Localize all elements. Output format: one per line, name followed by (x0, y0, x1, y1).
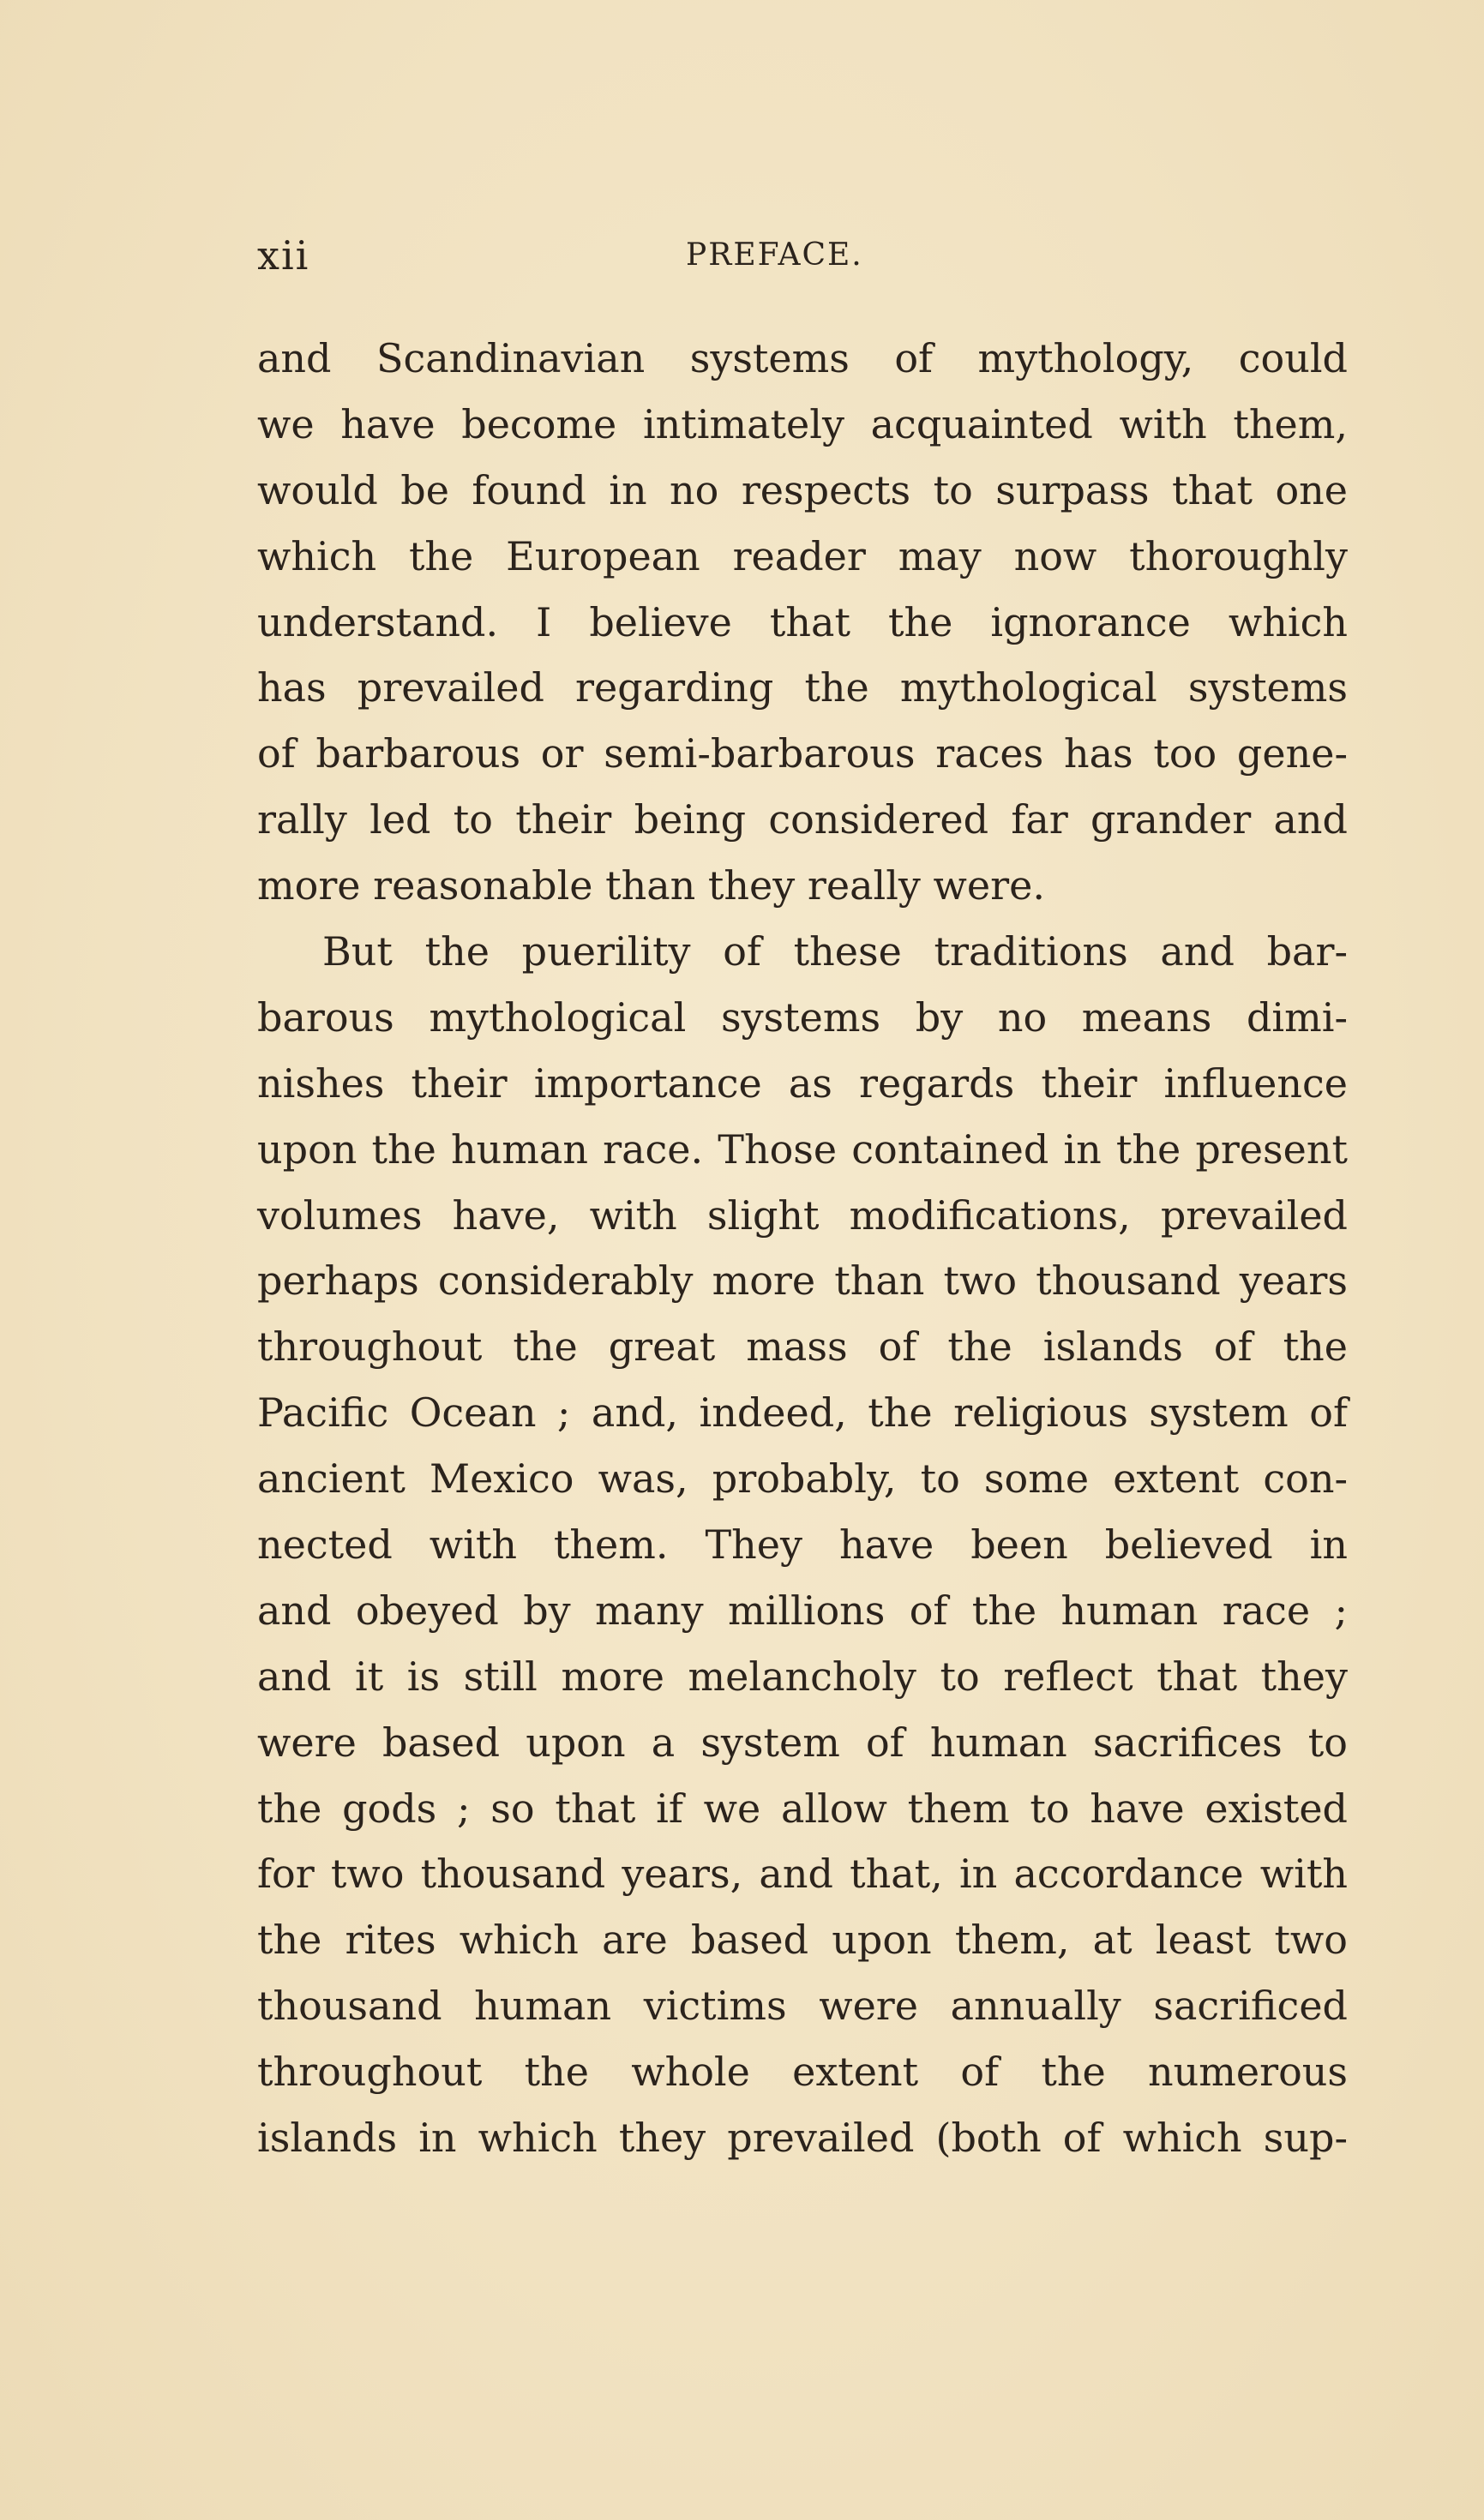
text-line: rally led to their being considered far grander and (257, 796, 1348, 843)
text-line: were based upon a system of human sacrifices to (257, 1719, 1348, 1766)
text-line: upon the human race. Those contained in the present (257, 1125, 1348, 1173)
text-line: of barbarous or semi-barbarous races has too gene- (257, 730, 1348, 777)
text-line: barous mythological systems by no means dimi- (257, 993, 1348, 1041)
page-number: xii (257, 232, 310, 279)
text-line: understand. I believe that the ignorance which (257, 598, 1348, 645)
text-line: the rites which are based upon them, at least two (257, 1917, 1348, 1964)
text-line: islands in which they prevailed (both of which sup- (257, 2115, 1348, 2162)
text-line: throughout the great mass of the islands of the (257, 1323, 1348, 1371)
text-line: and it is still more melancholy to reflect that they (257, 1653, 1348, 1700)
text-line: which the European reader may now thoroughly (257, 532, 1348, 579)
text-line: and obeyed by many millions of the human race ; (257, 1587, 1348, 1634)
text-line: nishes their importance as regards their influence (257, 1059, 1348, 1107)
text-line: volumes have, with slight modifications, prevailed (257, 1191, 1348, 1239)
text-line: ancient Mexico was, probably, to some extent con- (257, 1455, 1348, 1503)
text-line: perhaps considerably more than two thousand years (257, 1257, 1348, 1305)
paragraph-end-line: more reasonable than they really were. (257, 862, 1045, 909)
text-line: has prevailed regarding the mythological systems (257, 664, 1348, 711)
running-head: PREFACE. (686, 237, 863, 273)
text-line: nected with them. They have been believed in (257, 1521, 1348, 1569)
text-line: and Scandinavian systems of mythology, could (257, 335, 1348, 381)
text-line: would be found in no respects to surpass that one (257, 466, 1348, 513)
body-text (257, 326, 1348, 2171)
page-header (257, 230, 1355, 281)
text-line: the gods ; so that if we allow them to have existed (257, 1785, 1348, 1832)
text-line: throughout the whole extent of the numerous (257, 2049, 1348, 2096)
text-line: Pacific Ocean ; and, indeed, the religious system of (257, 1389, 1348, 1437)
text-line: for two thousand years, and that, in accordance with (257, 1851, 1348, 1898)
text-line: thousand human victims were annually sacrificed (257, 1983, 1348, 2030)
paragraph-start-line: But the puerility of these traditions and bar- (322, 928, 1348, 975)
text-line: we have become intimately acquainted with them, (257, 400, 1348, 447)
